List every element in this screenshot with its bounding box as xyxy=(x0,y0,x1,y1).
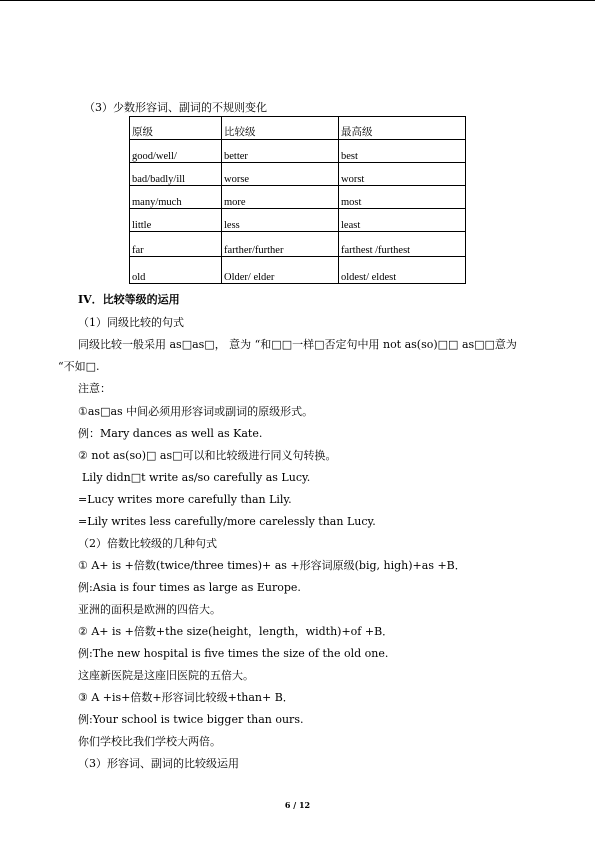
header-comparative: 比较级 xyxy=(222,117,339,140)
table-cell: more xyxy=(222,186,339,209)
table-cell: worse xyxy=(222,163,339,186)
paragraph-line: ③ A +is+倍数+形容词比较级+than+ B． xyxy=(78,691,294,704)
header-superlative: 最高级 xyxy=(339,117,466,140)
header-positive: 原级 xyxy=(130,117,222,140)
table-cell: best xyxy=(339,140,466,163)
page-top-border xyxy=(0,0,595,1)
example-line: 例：Mary dances as well as Kate. xyxy=(78,427,263,440)
section-3-title: （3）少数形容词、副词的不规则变化 xyxy=(84,101,267,114)
translation-line: 你们学校比我们学校大两倍。 xyxy=(78,735,221,748)
note-label: 注意： xyxy=(78,382,111,395)
example-line: 例:Asia is four times as large as Europe. xyxy=(78,581,301,594)
table-cell: farthest /furthest xyxy=(339,232,466,257)
paragraph-line: ② not as(so)□ as□可以和比较级进行同义句转换。 xyxy=(78,449,337,462)
table-cell: less xyxy=(222,209,339,232)
section-iv-heading: IV．比较等级的运用 xyxy=(78,293,180,306)
table-cell: better xyxy=(222,140,339,163)
table-cell: far xyxy=(130,232,222,257)
table-cell: Older/ elder xyxy=(222,257,339,284)
paragraph-line: ② A+ is +倍数+the size(height，length，width)+of +B． xyxy=(78,625,394,638)
table-row xyxy=(130,186,466,209)
table-cell: old xyxy=(130,257,222,284)
table-row xyxy=(130,209,466,232)
table-cell: many/much xyxy=(130,186,222,209)
table-cell: good/well/ xyxy=(130,140,222,163)
table-row xyxy=(130,163,466,186)
page-number: 6 / 12 xyxy=(284,800,311,810)
table-cell: farther/further xyxy=(222,232,339,257)
table-cell: oldest/ eldest xyxy=(339,257,466,284)
table-cell: least xyxy=(339,209,466,232)
table-cell: bad/badly/ill xyxy=(130,163,222,186)
table-row xyxy=(130,232,466,257)
paragraph-line: ①as□as 中间必须用形容词或副词的原级形式。 xyxy=(78,405,314,418)
table-row xyxy=(130,257,466,284)
paragraph-line: “不如□. xyxy=(58,360,100,373)
example-line: =Lucy writes more carefully than Lily. xyxy=(78,493,292,506)
example-line: 例:Your school is twice bigger than ours. xyxy=(78,713,304,726)
subsection-1-title: （1）同级比较的句式 xyxy=(78,316,184,329)
subsection-2-title: （2）倍数比较级的几种句式 xyxy=(78,537,217,550)
paragraph-line: 同级比较一般采用 as□as□， 意为 “和□□一样□否定句中用 not as(so)□□ as□□意为 xyxy=(78,338,517,351)
example-line: 例:The new hospital is five times the size of the old one. xyxy=(78,647,389,660)
translation-line: 这座新医院是这座旧医院的五倍大。 xyxy=(78,669,254,682)
subsection-3-title: （3）形容词、副词的比较级运用 xyxy=(78,757,239,770)
table-header-row xyxy=(130,117,466,140)
translation-line: 亚洲的面积是欧洲的四倍大。 xyxy=(78,603,221,616)
irregular-comparison-table xyxy=(129,116,466,284)
table-row xyxy=(130,140,466,163)
table-cell: worst xyxy=(339,163,466,186)
table-cell: little xyxy=(130,209,222,232)
example-line: =Lily writes less carefully/more carelessly than Lucy. xyxy=(78,515,376,528)
paragraph-line: ① A+ is +倍数(twice/three times)+ as +形容词原级(big, high)+as +B． xyxy=(78,559,466,572)
table-cell: most xyxy=(339,186,466,209)
example-line: Lily didn□t write as/so carefully as Lucy. xyxy=(82,471,311,484)
